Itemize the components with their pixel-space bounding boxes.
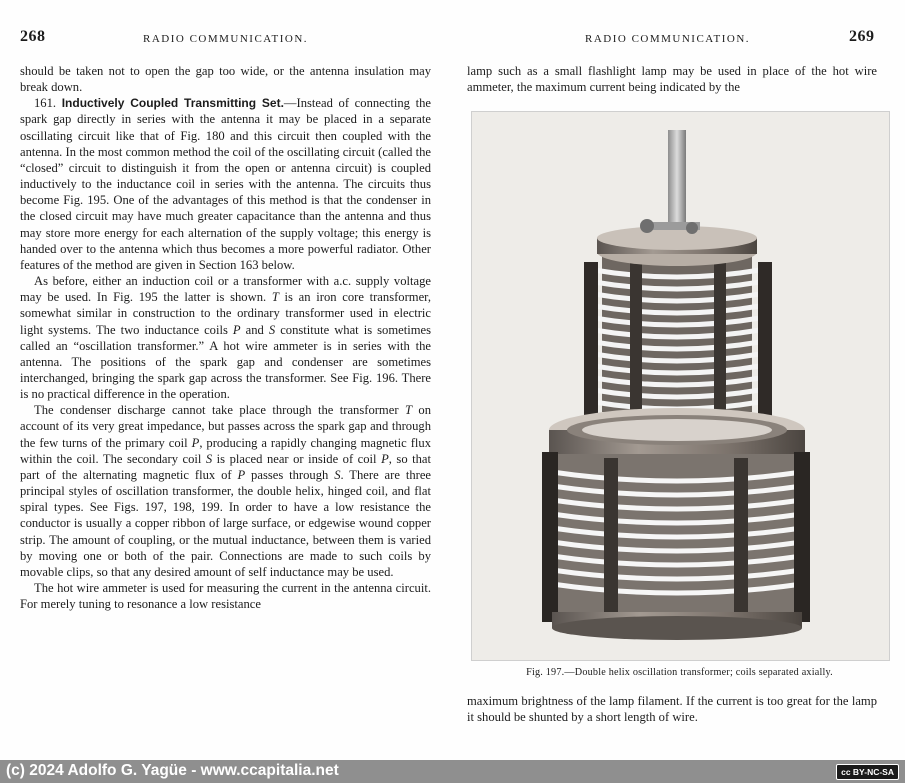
running-head-left: RADIO COMMUNICATION. — [143, 33, 309, 45]
variable: S — [268, 322, 276, 337]
left-page — [0, 0, 452, 760]
figure-caption: Fig. 197.—Double helix oscillation transformer; coils separated axially. — [526, 667, 833, 678]
text-run: and — [240, 322, 269, 337]
variable: T — [404, 403, 412, 418]
left-column-text — [20, 63, 431, 612]
paragraph-1: should be taken not to open the gap too wide, or the antenna insulation may break down. — [20, 64, 431, 95]
text-run: is an iron core transformer, somewhat similar in construction to the ordinary transformer used in electric light systems. The two inductance coils — [20, 290, 431, 337]
variable: T — [271, 290, 279, 305]
variable: S — [205, 451, 213, 466]
page-number-left: 268 — [20, 28, 46, 45]
variable: S — [334, 467, 341, 482]
right-bottom-text: maximum brightness of the lamp filament. If the current is too great for the lamp it should be shunted by a short length of wire. — [467, 694, 877, 725]
oscillation-transformer-illustration — [472, 112, 889, 660]
text-run: constitute what is sometimes called an “oscillation transformer.” A hot wire ammeter is in series with the antenna. The positions of the spark gap and condenser are sometimes interchanged, bringing the spark gap across the transformer. See Fig. 196. There is no practical difference in the operation. — [20, 322, 432, 402]
copyright-text: (c) 2024 Adolfo G. Yagüe - www.ccapitalia.net — [6, 762, 339, 779]
paragraph-3 — [20, 273, 431, 402]
variable: P — [191, 435, 200, 450]
section-heading: Inductively Coupled Transmitting Set. — [61, 96, 284, 111]
section-number: 161. — [34, 96, 57, 111]
right-top-text: lamp such as a small flashlight lamp may be used in place of the hot wire ammeter, the maximum current being indicated by the — [467, 64, 877, 95]
text-run: , so that part of the alternating magnetic flux of — [20, 451, 431, 482]
text-run: is placed near or inside of coil — [212, 451, 382, 466]
copyright-footer-bar — [0, 760, 905, 783]
variable: P — [232, 322, 241, 337]
running-head-right: RADIO COMMUNICATION. — [585, 33, 751, 45]
variable: P — [237, 467, 246, 482]
text-run: The condenser discharge cannot take place through the transformer — [34, 403, 405, 418]
paragraph-5: The hot wire ammeter is used for measuring the current in the antenna circuit. For merely tuning to resonance a low resistance — [20, 581, 431, 612]
section-body: —Instead of connecting the spark gap directly in series with the antenna it may be placed in a separate oscillating circuit like that of Fig. 180 and this circuit then coupled with the antenna. In the most common method the coil of the oscillating circuit (called the “closed” circuit to distinguish it from the open or antenna circuit) is coupled inductively to the inductance coil in series with the antenna. The circuits thus become Fig. 195. One of the advantages of this method is that the condenser in the closed circuit may have much greater capacitance than the antenna and thus may store more energy for each alternation of the supply voltage; this energy is handed over to the antenna which thus becomes a more powerful radiator. Other features of the method are given in Section 163 below. — [20, 96, 431, 272]
text-run: , producing a rapidly changing magnetic flux within the coil. The secondary coil — [20, 435, 431, 466]
page-number-right: 269 — [849, 28, 875, 45]
right-page — [452, 0, 905, 760]
cc-license-badge: cc BY-NC-SA — [836, 764, 899, 780]
text-run: passes through — [245, 467, 335, 482]
text-run: on account of its very great impedance, but passes across the spark gap and through the few turns of the primary coil — [20, 403, 431, 450]
paragraph-161 — [20, 95, 431, 273]
figure-197-photo — [471, 111, 890, 661]
text-run: . There are three principal styles of oscillation transformer, the double helix, hinged coil, and flat spiral types. See Figs. 197, 198, 199. In order to have a low resistance the conductor is usually a copper ribbon of large surface, or edgewise wound copper strip. The amount of coupling, or the mutual inductance, between them is varied by moving one or both of the pair. Connections are made to such coils by movable clips, so that any desired amount of self inductance may be used. — [20, 467, 431, 579]
variable: P — [381, 451, 389, 466]
paragraph-4 — [20, 402, 431, 580]
text-run: As before, either an induction coil or a transformer with a.c. supply voltage may be used. In Fig. 195 the latter is shown. — [20, 274, 431, 305]
